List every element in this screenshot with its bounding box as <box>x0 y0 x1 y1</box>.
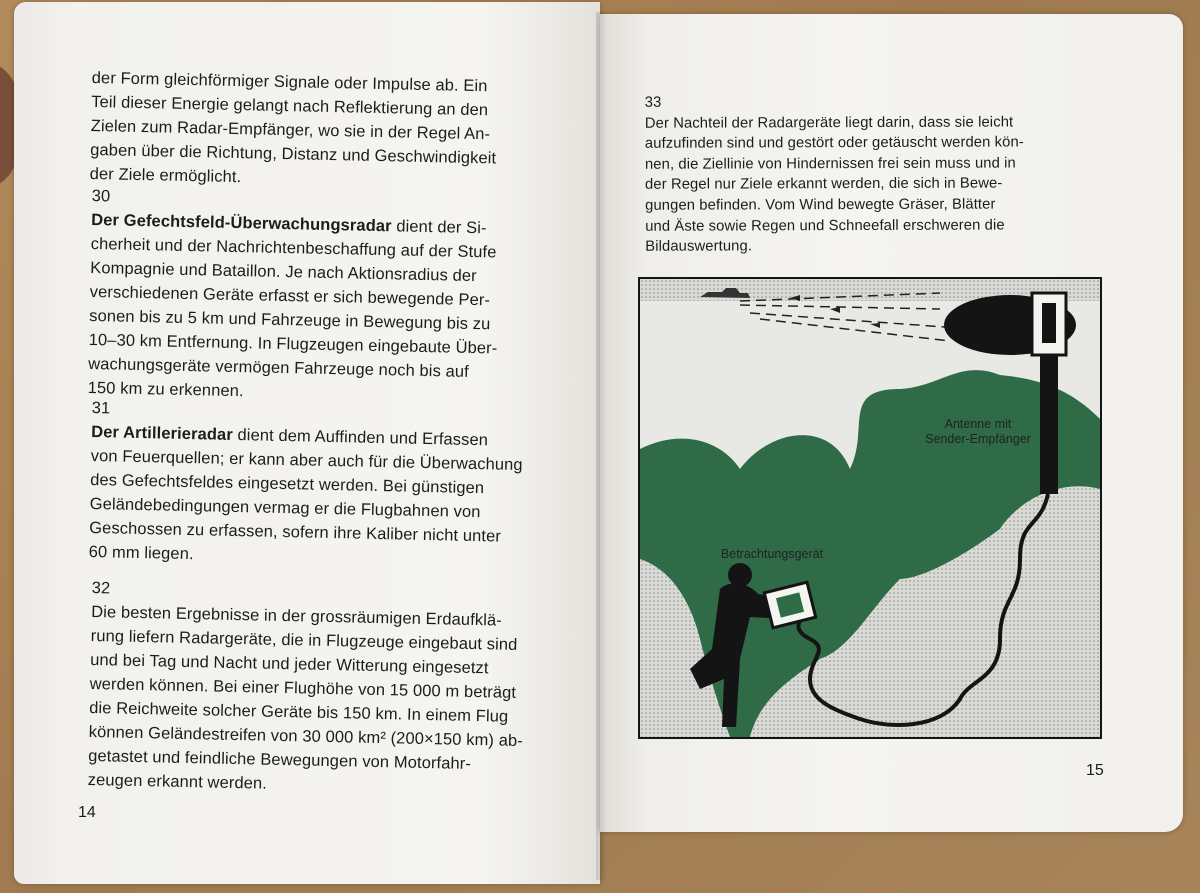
antenna-label <box>908 417 1048 447</box>
page-number-left: 14 <box>78 804 96 821</box>
text-line: nen, die Ziellinie von Hindernissen frei sein muss und in <box>644 155 1016 173</box>
text-line: Zielen zum Radar-Empfänger, wo sie in der Regel An- <box>90 116 491 144</box>
text-line: der Regel nur Ziele erkannt werden, die sich in Bewe- <box>645 175 1003 194</box>
text-line: und bei Tag und Nacht und jeder Witterung eingesetzt <box>90 650 489 678</box>
section-32 <box>87 576 563 802</box>
text-line: Geschossen zu erfassen, sofern ihre Kaliber nicht unter <box>89 518 502 546</box>
text-line: Bildauswertung. <box>645 238 753 255</box>
text-line: die Reichweite solcher Geräte bis 150 km. In einem Flug <box>89 698 509 726</box>
text-line: der Form gleichförmiger Signale oder Impulse ab. Ein <box>91 68 488 96</box>
text-line: Kompagnie und Bataillon. Je nach Aktionsradius der <box>90 258 477 286</box>
text-line: getastet und feindliche Bewegungen von Motorfahr- <box>88 746 472 773</box>
section-title: Der Artillerieradar <box>91 422 234 444</box>
text-line: wachungsgeräte vermögen Fahrzeuge noch bis auf <box>88 354 470 381</box>
viewer-label: Betrachtungsgerät <box>720 547 824 561</box>
section-number: 33 <box>644 94 662 111</box>
text-line: von Feuerquellen; er kann aber auch für die Überwachung <box>90 446 523 475</box>
text-line: rung liefern Radargeräte, die in Flugzeuge eingebaut sind <box>90 626 518 654</box>
section-33 <box>645 91 1089 257</box>
text-line: 10–30 km Entfernung. In Flugzeugen eingebaute Über- <box>88 330 498 358</box>
text-line: der Ziele ermöglicht. <box>89 164 242 187</box>
text-line: sonen bis zu 5 km und Fahrzeuge in Bewegung bis zu <box>89 306 491 334</box>
text-line: Die besten Ergebnisse in der grossräumigen Erdaufklä- <box>91 602 503 630</box>
text-line: aufzufinden sind und gestört oder getäuscht werden kön- <box>644 134 1024 152</box>
section-number: 31 <box>91 398 111 418</box>
text-line: verschiedenen Geräte erfasst er sich bewegende Per- <box>89 282 491 310</box>
text-line: können Geländestreifen von 30 000 km² (200×150 km) ab- <box>88 722 524 751</box>
text-line: Teil dieser Energie gelangt nach Reflektierung an den <box>91 92 489 120</box>
label-line: Antenne mit <box>944 417 1012 431</box>
text-line: Geländebedingungen vermag er die Flugbahnen von <box>89 494 481 522</box>
label-line: Sender-Empfänger <box>925 432 1031 446</box>
section-number: 32 <box>91 578 111 598</box>
text-line: und Äste sowie Regen und Schneefall erschweren die <box>645 217 1005 235</box>
text-fragment: dient der Si- <box>391 217 487 238</box>
radar-illustration <box>638 277 1102 739</box>
page-number-right: 15 <box>1086 762 1104 779</box>
text-line: zeugen erkannt werden. <box>87 770 268 793</box>
book-spine <box>596 12 606 880</box>
text-line: 150 km zu erkennen. <box>87 378 244 401</box>
section-title: Der Gefechtsfeld-Überwachungsradar <box>91 210 392 236</box>
text-line: gungen befinden. Vom Wind bewegte Gräser, Blätter <box>645 196 996 214</box>
text-line: gaben über die Richtung, Distanz und Geschwindigkeit <box>90 140 497 168</box>
text-line: Der Nachteil der Radargeräte liegt darin, dass sie leicht <box>644 114 1014 132</box>
text-fragment: dient dem Auffinden und Erfassen <box>232 425 489 450</box>
section-30 <box>87 184 563 410</box>
section-number: 30 <box>91 186 111 206</box>
text-line: des Gefechtsfeldes eingesetzt werden. Bei günstigen <box>90 470 485 498</box>
illustration-drawing <box>640 279 1100 737</box>
antenna-face <box>1042 303 1056 343</box>
soldier-head <box>728 563 752 587</box>
intro-paragraph <box>89 66 563 196</box>
text-line: cherheit und der Nachrichtenbeschaffung auf der Stufe <box>90 234 497 262</box>
text-line: 60 mm liegen. <box>88 542 194 564</box>
section-31 <box>88 396 563 574</box>
text-line: werden können. Bei einer Flughöhe von 15 000 m beträgt <box>89 674 517 702</box>
